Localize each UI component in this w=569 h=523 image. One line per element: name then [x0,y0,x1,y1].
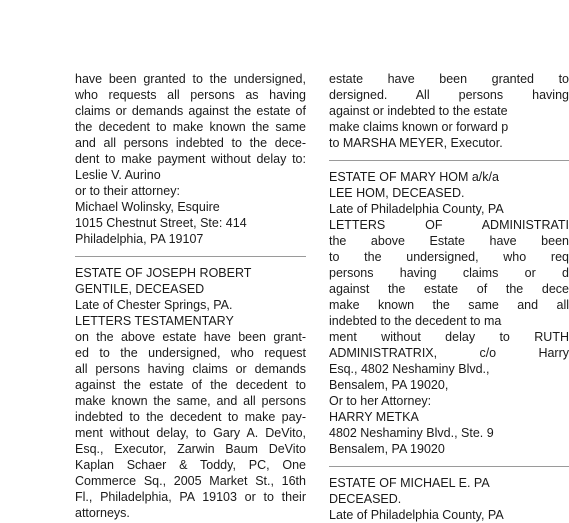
notice-meyer-continuation [329,71,569,151]
right-column [329,71,569,523]
notice-line: LETTERS OF ADMINISTRATI [329,218,569,232]
notice-line: indebted to the decedent to make pay- [75,410,306,424]
notice-divider [75,256,306,257]
notice-line: Or to her Attorney: [329,394,432,408]
notice-line: who requests all persons as having [75,88,306,102]
notice-estate-gentile [75,265,306,521]
notice-line: Late of Philadelphia County, PA [329,202,504,216]
notice-line: against or indebted to the estate [329,104,508,118]
notice-line: estate have been granted to [329,72,569,86]
notice-line: ment without delay to RUTH [329,330,569,344]
notice-line: claims or demands against the estate of [75,104,306,118]
notice-line: ed to the undersigned, who request [75,346,306,360]
notice-line: ment without delay, to Gary A. DeVito, [75,426,306,440]
notice-line: ADMINISTRATRIX, c/o Harry [329,346,569,360]
notice-line: Late of Chester Springs, PA. [75,298,233,312]
notice-line: against the estate of the dece [329,282,569,296]
notice-line: Esq., Executor, Zarwin Baum DeVito [75,442,306,456]
notice-line: have been granted to the undersigned, [75,72,306,86]
notice-line: Commerce Sq., 2005 Market St., 16th [75,474,306,488]
notice-line: Kaplan Schaer & Toddy, PC, One [75,458,306,472]
notice-line: 4802 Neshaminy Blvd., Ste. 9 [329,426,494,440]
notice-line: against the estate of the decedent to [75,378,306,392]
notice-heading: ESTATE OF MARY HOM a/k/a [329,170,499,184]
notice-line: on the above estate have been grant- [75,330,306,344]
notice-line: to the undersigned, who req [329,250,569,264]
notice-line: LETTERS TESTAMENTARY [75,314,234,328]
notice-line: Bensalem, PA 19020 [329,442,445,456]
notice-line: all persons having claims or demands [75,362,306,376]
left-column [75,71,306,521]
notice-line: indebted to the decedent to ma [329,314,502,328]
notice-divider [329,466,569,467]
notice-line: make claims known or forward p [329,120,509,134]
notice-line: Fl., Philadelphia, PA 19103 or to their [75,490,306,504]
notice-line: or to their attorney: [75,184,180,198]
notice-line: the above Estate have been [329,234,569,248]
notice-line: Leslie V. Aurino [75,168,161,182]
notice-line: make known the same and all [329,298,569,312]
notice-line: Esq., 4802 Neshaminy Blvd., [329,362,490,376]
notice-line: Philadelphia, PA 19107 [75,232,204,246]
notice-line: the decedent to make known the same [75,120,306,134]
notice-line: dent to make payment without delay to: [75,152,306,166]
notice-heading: DECEASED. [329,492,402,506]
notice-aurino-continuation [75,71,306,247]
notice-line: attorneys. [75,506,130,520]
notice-heading: ESTATE OF MICHAEL E. PA [329,476,490,490]
notice-estate-hom [329,169,569,457]
notice-line: 1015 Chestnut Street, Ste: 414 [75,216,247,230]
notice-line: Late of Philadelphia County, PA [329,508,504,522]
notice-estate-michael [329,475,569,523]
notice-line: Bensalem, PA 19020, [329,378,449,392]
notice-line: dersigned. All persons having [329,88,569,102]
notice-heading: GENTILE, DECEASED [75,282,205,296]
notice-line: Michael Wolinsky, Esquire [75,200,220,214]
notice-divider [329,160,569,161]
notice-heading: LEE HOM, DECEASED. [329,186,465,200]
notice-heading: ESTATE OF JOSEPH ROBERT [75,266,252,280]
notice-line: make known the same, and all persons [75,394,306,408]
notice-line: to MARSHA MEYER, Executor. [329,136,503,150]
notice-line: and all persons indebted to the dece- [75,136,306,150]
notice-line: HARRY METKA [329,410,419,424]
notice-line: persons having claims or d [329,266,569,280]
